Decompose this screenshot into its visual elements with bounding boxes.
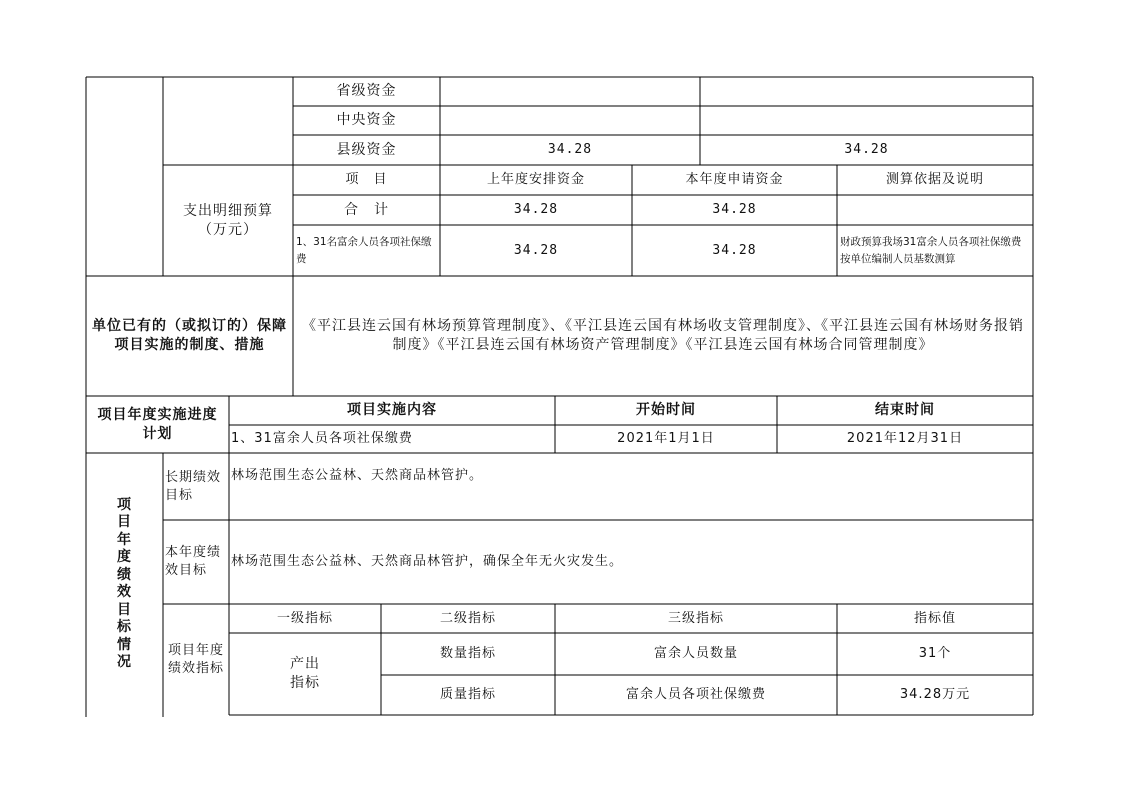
system-label: 单位已有的（或拟订的）保障项目实施的制度、措施 bbox=[92, 318, 287, 353]
indicator-level3: 富余人员各项社保缴费 bbox=[625, 687, 766, 703]
funding-prev-value bbox=[440, 106, 700, 135]
funding-source-label: 中央资金 bbox=[336, 112, 397, 129]
indicator-level1-wrap bbox=[229, 633, 381, 715]
expenditure-header-item: 项 目 bbox=[345, 172, 388, 188]
expenditure-item-basis: 财政预算我场31富余人员各项社保缴费按单位编制人员基数测算 bbox=[840, 235, 1022, 265]
indicator-header-level3: 三级指标 bbox=[667, 610, 724, 626]
funding-curr-value: 34.28 bbox=[844, 142, 889, 158]
schedule-header-start: 开始时间 bbox=[636, 402, 696, 419]
annual-label: 本年度绩效目标 bbox=[165, 545, 222, 578]
indicator-level2: 质量指标 bbox=[439, 687, 496, 703]
annual-content: 林场范围生态公益林、天然商品林管护，确保全年无火灾发生。 bbox=[231, 554, 624, 570]
schedule-row-start: 2021年1月1日 bbox=[617, 431, 715, 447]
indicator-header-level1: 一级指标 bbox=[276, 610, 333, 626]
performance-label-wrap bbox=[86, 453, 163, 715]
funding-source-label: 省级资金 bbox=[336, 83, 397, 100]
system-content: 《平江县连云国有林场预算管理制度》、《平江县连云国有林场收支管理制度》、《平江县连云国有林场财务报销制度》《平江县连云国有林场资产管理制度》《平江县连云国有林场合同管理制度》 bbox=[302, 318, 1024, 353]
expenditure-header-prev: 上年度安排资金 bbox=[486, 172, 585, 188]
funding-source-label: 县级资金 bbox=[336, 141, 397, 158]
indicator-level3: 富余人员数量 bbox=[653, 646, 738, 662]
expenditure-header-curr: 本年度申请资金 bbox=[685, 172, 784, 188]
indicator-value: 31个 bbox=[918, 646, 952, 662]
expenditure-item-prev: 34.28 bbox=[513, 242, 559, 258]
funding-curr-value bbox=[700, 106, 1033, 135]
expenditure-total-label: 合 计 bbox=[344, 201, 389, 218]
expenditure-label: 支出明细预算（万元） bbox=[183, 202, 273, 238]
schedule-header-end: 结束时间 bbox=[875, 402, 935, 419]
schedule-label: 项目年度实施进度计划 bbox=[97, 406, 218, 442]
indicator-label: 项目年度绩效指标 bbox=[167, 642, 224, 676]
schedule-row-end: 2021年12月31日 bbox=[846, 431, 964, 447]
indicator-level1: 产出指标 bbox=[290, 656, 320, 691]
expenditure-total-prev: 34.28 bbox=[513, 202, 559, 218]
expenditure-total-basis bbox=[837, 195, 1033, 225]
funding-prev-value bbox=[440, 77, 700, 106]
indicator-level2: 数量指标 bbox=[439, 646, 496, 662]
long-term-content: 林场范围生态公益林、天然商品林管护。 bbox=[231, 468, 484, 483]
funding-curr-value bbox=[700, 77, 1033, 106]
expenditure-item-label: 1、31名富余人员各项社保缴费 bbox=[296, 235, 432, 265]
indicator-header-value: 指标值 bbox=[913, 610, 956, 626]
indicator-header-level2: 二级指标 bbox=[439, 610, 496, 626]
indicator-value: 34.28万元 bbox=[899, 687, 971, 703]
long-term-label: 长期绩效目标 bbox=[165, 469, 222, 503]
funding-prev-value: 34.28 bbox=[547, 142, 593, 158]
expenditure-total-curr: 34.28 bbox=[712, 202, 757, 218]
schedule-row-content: 1、31富余人员各项社保缴费 bbox=[231, 431, 413, 447]
expenditure-item-curr: 34.28 bbox=[712, 242, 757, 258]
performance-label: 项目年度绩效目标情况 bbox=[117, 496, 132, 670]
expenditure-header-basis: 测算依据及说明 bbox=[885, 172, 984, 188]
schedule-header-content: 项目实施内容 bbox=[347, 402, 437, 419]
